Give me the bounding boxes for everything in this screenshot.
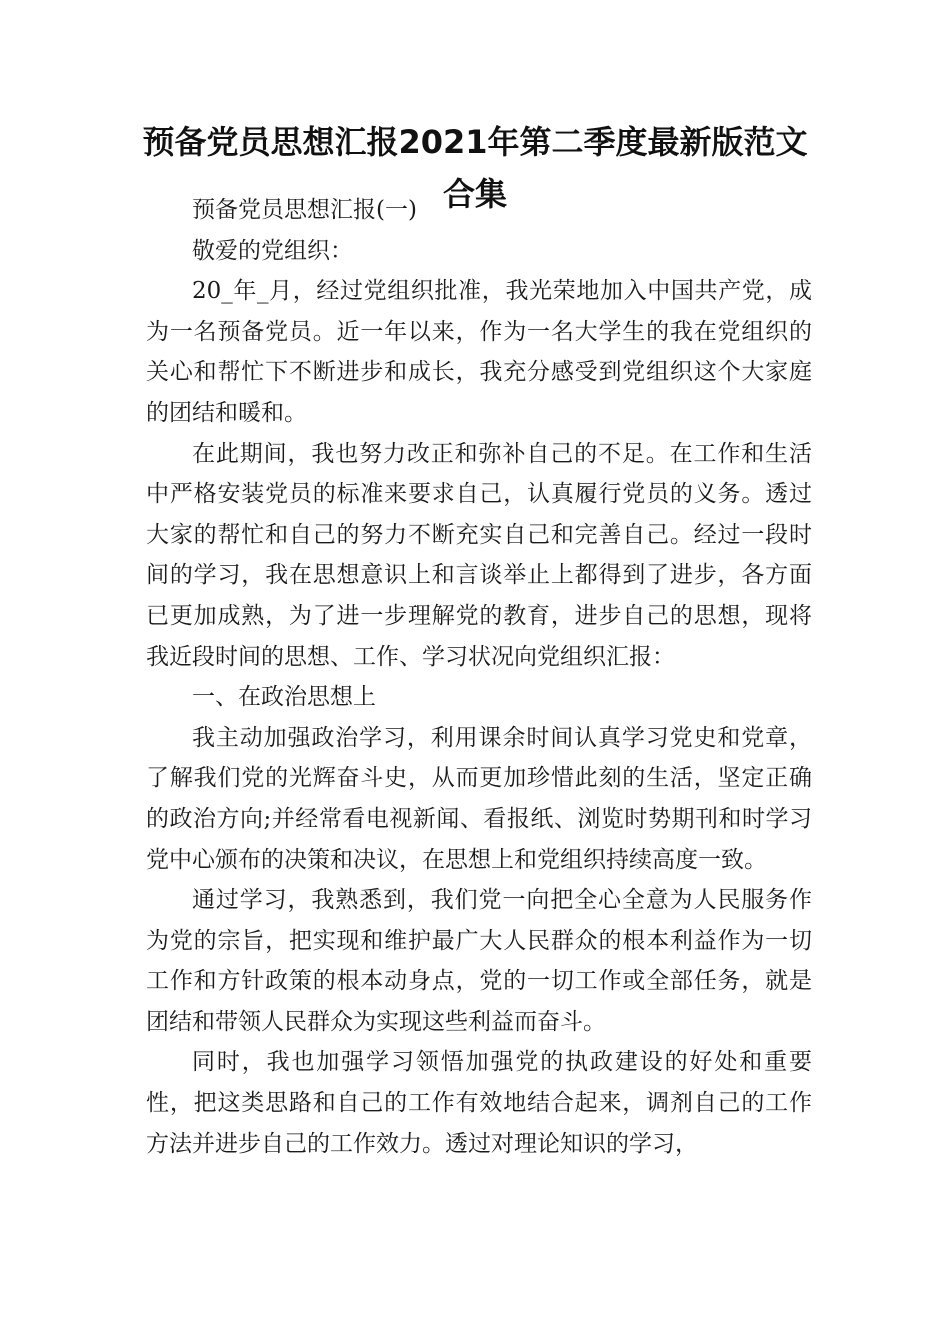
paragraph: 同时，我也加强学习领悟加强党的执政建设的好处和重要性，把这类思路和自己的工作有效地结合起来，调剂自己的工作方法并进步自己的工作效力。透过对理论知识的学习， [146,1049,812,1157]
section-heading: 一、在政治思想上 [192,684,376,711]
paragraph-report-heading: 预备党员思想汇报(一) [192,197,417,223]
document-body [146,190,812,1164]
document-title: 预备党员思想汇报2021年第二季度最新版范文合集 [142,123,808,213]
paragraph: 在此期间，我也努力改正和弥补自己的不足。在工作和生活中严格安装党员的标准来要求自己，认真履行党员的义务。透过大家的帮忙和自己的努力不断充实自己和完善自己。经过一段时间的学习，我在思想意识上和言谈举止上都得到了进步，各方面已更加成熟，为了进一步理解党的教育，进步自己的思想，现将我近段时间的思想、工作、学习状况向党组织汇报： [146,440,812,670]
paragraph-salutation: 敬爱的党组织： [192,237,353,264]
paragraph: 20_年_月，经过党组织批准，我光荣地加入中国共产党，成为一名预备党员。近一年以来，作为一名大学生的我在党组织的关心和帮忙下不断进步和成长，我充分感受到党组织这个大家庭的团结和暖和。 [146,278,812,426]
paragraph: 我主动加强政治学习，利用课余时间认真学习党史和党章，了解我们党的光辉奋斗史，从而更加珍惜此刻的生活，坚定正确的政治方向;并经常看电视新闻、看报纸、浏览时势期刊和时学习党中心颁布的决策和决议，在思想上和党组织持续高度一致。 [146,724,812,873]
paragraph: 通过学习，我熟悉到，我们党一向把全心全意为人民服务作为党的宗旨，把实现和维护最广大人民群众的根本利益作为一切工作和方针政策的根本动身点，党的一切工作或全部任务，就是团结和带领人民群众为实现这些利益而奋斗。 [146,887,812,1035]
